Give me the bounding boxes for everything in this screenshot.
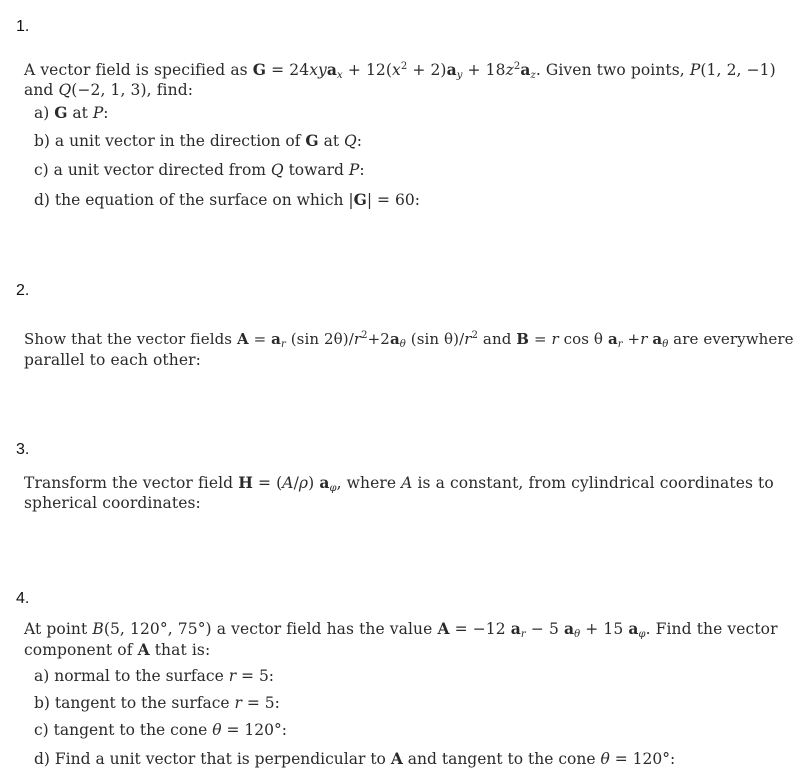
problem-4-item-a: a) normal to the surface r = 5: [34, 667, 275, 685]
problem-1-item-c: c) a unit vector directed from Q toward P: [34, 161, 365, 179]
problem-4-item-b: b) tangent to the surface r = 5: [34, 694, 280, 712]
problem-4-statement-line-1: At point B(5, 120°, 75°) a vector field has the value A = −12 $a_r - 5$ $a_\theta + 15$ $a_\varphi$. Find the vector [24, 619, 778, 640]
problem-2-number: 2. [16, 282, 30, 299]
problem-1-number: 1. [16, 18, 30, 35]
problem-2-statement-line-2: parallel to each other: [24, 351, 201, 369]
problem-4-number: 4. [16, 590, 30, 607]
problem-1-statement-line-2: and Q(−2, 1, 3), find: [24, 81, 194, 99]
problem-4-statement-line-2: component of A that is: [24, 640, 211, 659]
problem-1-statement-line-1: A vector field is specified as $G = 24xya_x + 12(x^2 + 2)a_y + 18z^2a_z$. Given two points, P(1, 2, −1) [24, 60, 776, 81]
problem-4-item-c: c) tangent to the cone θ = 120°: [34, 721, 287, 739]
problem-3-statement-line-2: spherical coordinates: [24, 494, 201, 512]
problem-2-statement-line-1: Show that the vector fields $A = a_r$ (sin $2\theta)/r^2+2a_\theta$ (sin $\theta)/r^2$ and B = r cos θ $a_r +r$ $a_\theta$ are everywhere [24, 330, 794, 350]
problem-4-item-d: d) Find a unit vector that is perpendicular to A and tangent to the cone θ = 120°: [34, 749, 676, 768]
problem-3-statement-line-1: Transform the vector field H = (A/ρ) $a_\varphi$, where A is a constant, from cylindrical coordinates to [24, 473, 774, 494]
problem-3-number: 3. [16, 441, 30, 458]
problem-1-item-d: d) the equation of the surface on which |G| = 60: [34, 190, 420, 209]
problem-1-item-b: b) a unit vector in the direction of G at Q: [34, 131, 362, 150]
problem-1-item-a: a) G at P: [34, 103, 109, 122]
